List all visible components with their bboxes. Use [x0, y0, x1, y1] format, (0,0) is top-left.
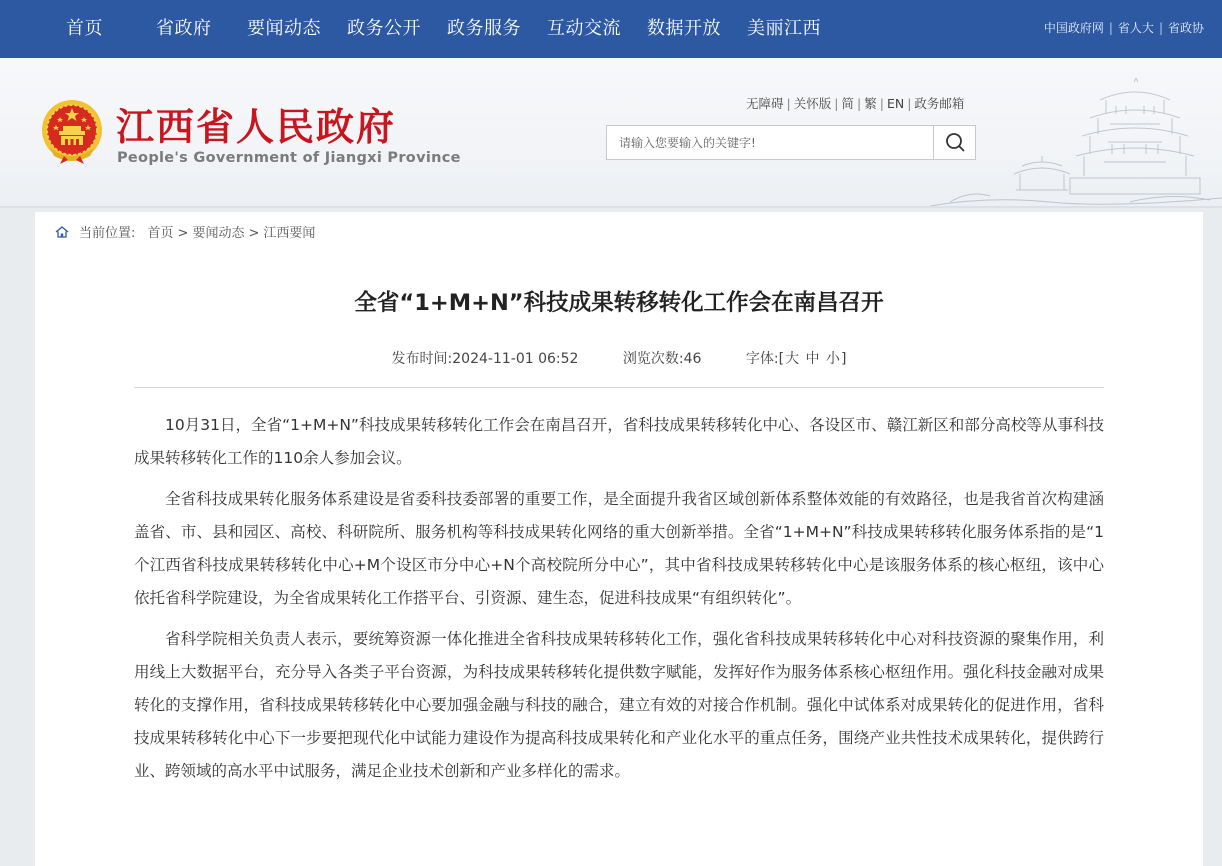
home-icon	[55, 226, 69, 238]
article-body	[134, 409, 1104, 796]
view-count-label: 浏览次数:	[622, 351, 684, 367]
nav-item-interaction[interactable]: 互动交流	[547, 18, 621, 39]
link-government-mailbox[interactable]: 政务邮箱	[914, 96, 965, 111]
separator: |	[786, 96, 791, 111]
external-links	[1044, 0, 1204, 58]
breadcrumb-separator: >	[177, 226, 189, 241]
link-provincial-cppcc[interactable]: 省政协	[1167, 21, 1204, 35]
link-simplified-chinese[interactable]: 简	[841, 96, 854, 111]
separator: |	[1158, 21, 1163, 35]
view-count: 46	[683, 351, 702, 367]
publish-time: 2024-11-01 06:52	[452, 351, 579, 367]
national-emblem-icon	[40, 98, 104, 164]
site-header	[0, 58, 1222, 208]
breadcrumb-label: 当前位置:	[79, 226, 136, 241]
link-accessibility[interactable]: 无障碍	[746, 96, 784, 111]
separator: |	[1108, 21, 1113, 35]
separator: |	[907, 96, 912, 111]
nav-item-provincial-government[interactable]: 省政府	[156, 18, 212, 39]
link-china-government-website[interactable]: 中国政府网	[1043, 21, 1104, 35]
link-english[interactable]: EN	[886, 96, 905, 111]
publish-time-label: 发布时间:	[391, 351, 453, 367]
separator: |	[856, 96, 862, 111]
font-size-bracket-open: [	[778, 351, 785, 367]
article-paragraph: 10月31日，全省“1+M+N”科技成果转移转化工作会在南昌召开，省科技成果转移转化中心、各设区市、赣江新区和部分高校等从事科技成果转移转化工作的110余人参加会议。	[134, 416, 1104, 467]
search-box	[606, 125, 976, 160]
search-input[interactable]	[607, 126, 933, 159]
font-size-medium-button[interactable]: 中	[805, 351, 820, 367]
link-care-version[interactable]: 关怀版	[793, 96, 832, 111]
nav-item-home[interactable]: 首页	[66, 18, 103, 39]
nav-item-news[interactable]: 要闻动态	[247, 18, 321, 39]
article-paragraph: 全省科技成果转化服务体系建设是省委科技委部署的重要工作，是全面提升我省区域创新体系整体效能的有效路径，也是我省首次构建涵盖省、市、县和园区、高校、科研院所、服务机构等科技成果转化网络的重大创新举措。全省“1+M+N”科技成果转移转化服务体系指的是“1个江西省科技成果转移转化中心+M个设区市分中心+N个高校院所分中心”，其中省科技成果转移转化中心是该服务体系的核心枢纽，该中心依托省科学院建设，为全省成果转化工作搭平台、引资源、建生态，促进科技成果“有组织转化”。	[134, 490, 1104, 607]
font-size-large-button[interactable]: 大	[785, 351, 800, 367]
article-title: 全省“1+M+N”科技成果转移转化工作会在南昌召开	[354, 290, 884, 316]
separator: |	[834, 96, 839, 111]
breadcrumb-news[interactable]: 要闻动态	[192, 226, 245, 241]
separator: |	[879, 96, 884, 111]
font-size-label: 字体:	[745, 351, 779, 367]
site-logo-title[interactable]: 江西省人民政府	[116, 105, 397, 149]
nav-item-government-affairs-disclosure[interactable]: 政务公开	[347, 18, 421, 39]
breadcrumb-jiangxi-news[interactable]: 江西要闻	[263, 226, 316, 241]
link-provincial-peoples-congress[interactable]: 省人大	[1117, 21, 1154, 35]
font-size-small-button[interactable]: 小	[825, 351, 840, 367]
nav-item-beautiful-jiangxi[interactable]: 美丽江西	[747, 18, 821, 39]
site-logo-subtitle: People's Government of Jiangxi Province	[117, 150, 461, 166]
breadcrumb-separator: >	[248, 226, 260, 241]
nav-item-government-services[interactable]: 政务服务	[447, 18, 521, 39]
title-divider	[134, 387, 1104, 388]
article-content-card	[35, 212, 1203, 866]
top-navigation-bar	[0, 0, 1222, 58]
breadcrumb-home[interactable]: 首页	[147, 226, 174, 241]
link-traditional-chinese[interactable]: 繁	[864, 96, 877, 111]
header-divider	[0, 206, 1222, 208]
font-size-bracket-close: ]	[840, 351, 847, 367]
article-paragraph: 省科学院相关负责人表示，要统筹资源一体化推进全省科技成果转移转化工作，强化省科技成果转移转化中心对科技资源的聚集作用，利用线上大数据平台，充分导入各类子平台资源，为科技成果转移转化提供数字赋能，发挥好作为服务体系核心枢纽作用。强化科技金融对成果转化的支撑作用，省科技成果转移转化中心要加强金融与科技的融合，建立有效的对接合作机制。强化中试体系对成果转化的促进作用，省科技成果转移转化中心下一步要把现代化中试能力建设作为提高科技成果转化和产业化水平的重点任务，围绕产业共性技术成果转化，提供跨行业、跨领域的高水平中试服务，满足企业技术创新和产业多样化的需求。	[134, 630, 1104, 780]
nav-item-open-data[interactable]: 数据开放	[647, 18, 721, 39]
pavilion-landmark-illustration	[930, 78, 1222, 208]
breadcrumb	[55, 222, 315, 241]
article-meta	[35, 348, 1203, 368]
